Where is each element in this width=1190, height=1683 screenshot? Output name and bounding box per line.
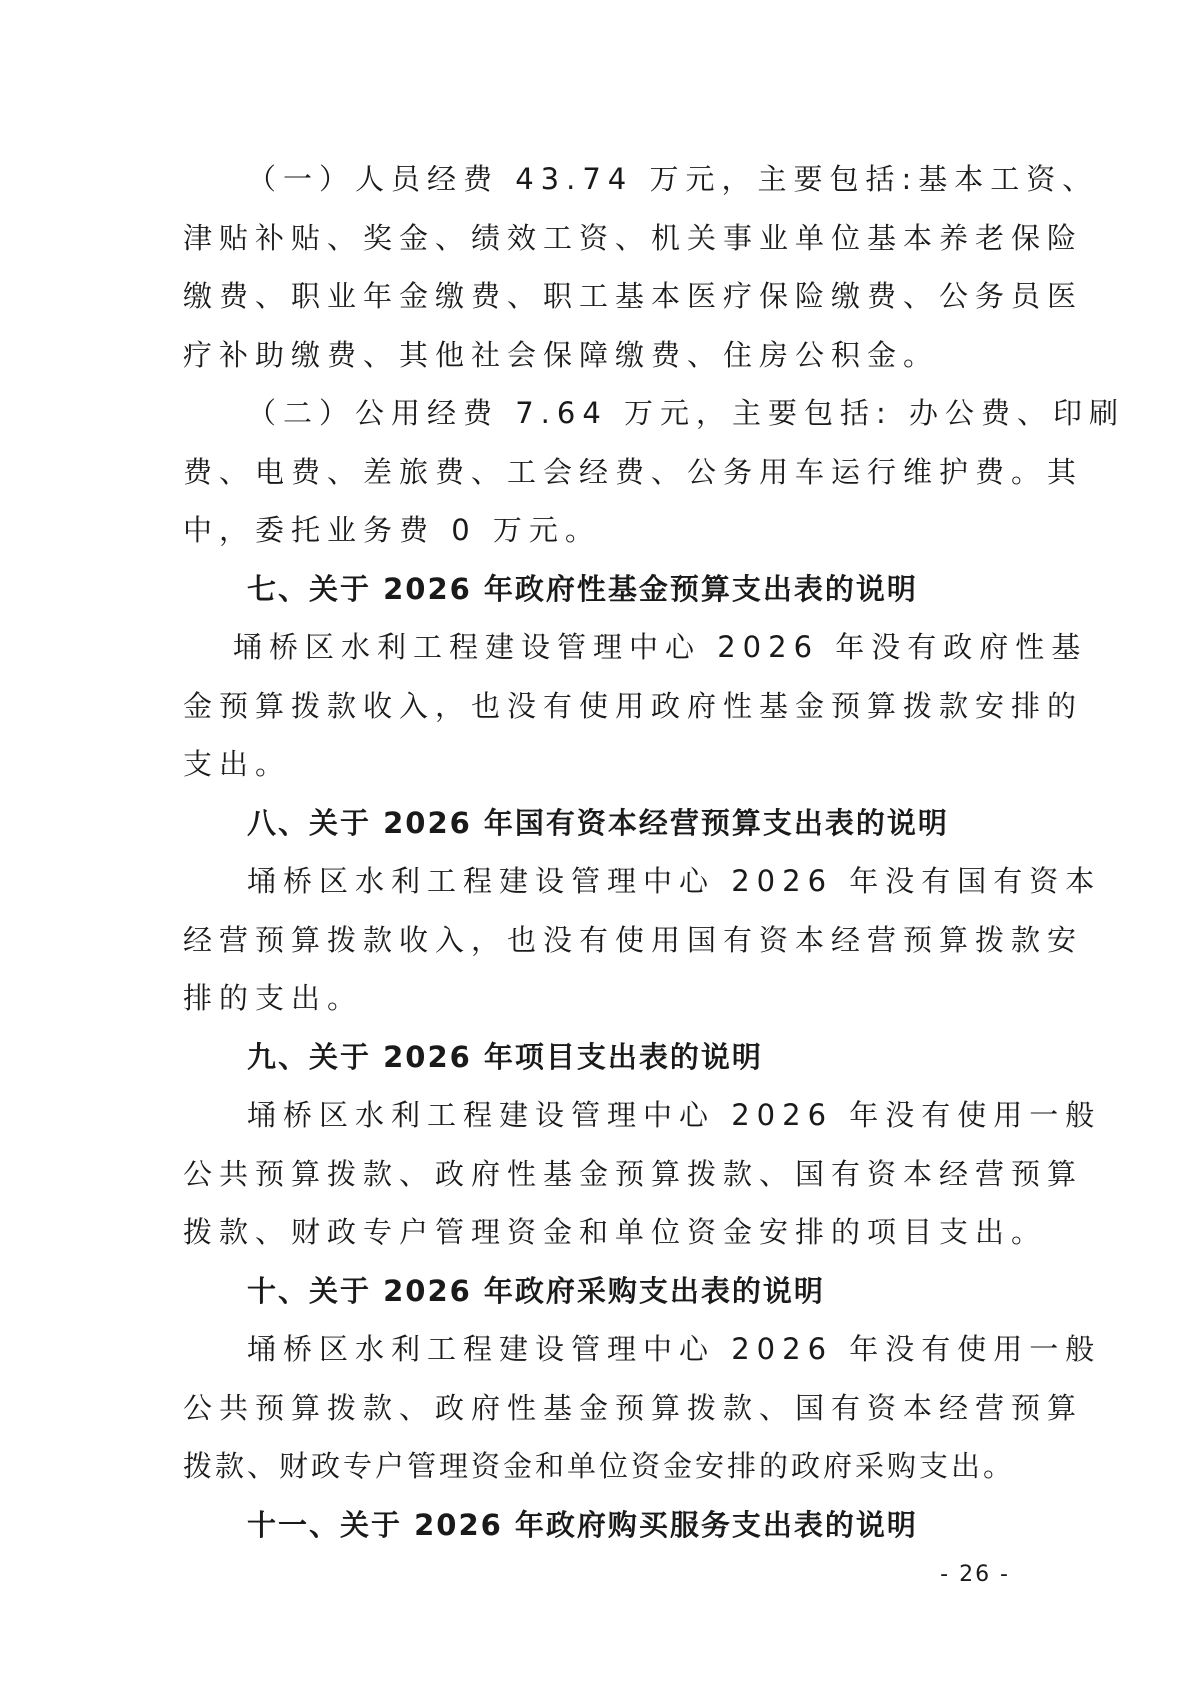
text-line: 埇桥区水利工程建设管理中心 2026 年没有使用一般 — [247, 1332, 1102, 1366]
page-number: - 26 - — [940, 1562, 1010, 1587]
document-body — [183, 150, 1125, 1554]
paragraph-government-procurement — [183, 1320, 1102, 1496]
section-heading-11: 十一、关于 2026 年政府购买服务支出表的说明 — [247, 1507, 918, 1542]
paragraph-public-expenses — [183, 384, 1125, 560]
text-line: 公共预算拨款、政府性基金预算拨款、国有资本经营预算 — [183, 1390, 1084, 1425]
section-heading-8: 八、关于 2026 年国有资本经营预算支出表的说明 — [247, 805, 949, 840]
paragraph-project-expenditure — [183, 1086, 1102, 1262]
text-line: 支出。 — [183, 747, 292, 781]
text-line: 排的支出。 — [183, 981, 364, 1015]
text-line: 津贴补贴、奖金、绩效工资、机关事业单位基本养老保险 — [183, 220, 1084, 255]
text-line: 中，委托业务费 0 万元。 — [183, 513, 601, 547]
text-line: 金预算拨款收入，也没有使用政府性基金预算拨款安排的 — [183, 688, 1084, 723]
paragraph-state-capital — [183, 852, 1102, 1028]
section-heading-10: 十、关于 2026 年政府采购支出表的说明 — [247, 1273, 825, 1308]
section-heading-9: 九、关于 2026 年项目支出表的说明 — [247, 1039, 763, 1074]
section-heading-7: 七、关于 2026 年政府性基金预算支出表的说明 — [247, 571, 918, 606]
paragraph-government-fund — [183, 618, 1088, 794]
text-line: （一）人员经费 43.74 万元，主要包括:基本工资、 — [247, 162, 1099, 196]
text-line: （二）公用经费 7.64 万元，主要包括: 办公费、印刷 — [247, 396, 1125, 430]
text-line: 疗补助缴费、其他社会保障缴费、住房公积金。 — [183, 337, 940, 372]
paragraph-personnel-expenses — [183, 150, 1099, 384]
text-line: 公共预算拨款、政府性基金预算拨款、国有资本经营预算 — [183, 1156, 1084, 1191]
text-line: 经营预算拨款收入，也没有使用国有资本经营预算拨款安 — [183, 922, 1084, 957]
text-line: 埇桥区水利工程建设管理中心 2026 年没有政府性基 — [233, 630, 1088, 664]
text-line: 埇桥区水利工程建设管理中心 2026 年没有国有资本 — [247, 864, 1102, 898]
text-line: 费、电费、差旅费、工会经费、公务用车运行维护费。其 — [183, 454, 1084, 489]
text-line: 缴费、职业年金缴费、职工基本医疗保险缴费、公务员医 — [183, 279, 1084, 313]
text-line: 拨款、财政专户管理资金和单位资金安排的政府采购支出。 — [183, 1449, 1016, 1483]
text-line: 拨款、财政专户管理资金和单位资金安排的项目支出。 — [183, 1215, 1048, 1249]
text-line: 埇桥区水利工程建设管理中心 2026 年没有使用一般 — [247, 1098, 1102, 1132]
